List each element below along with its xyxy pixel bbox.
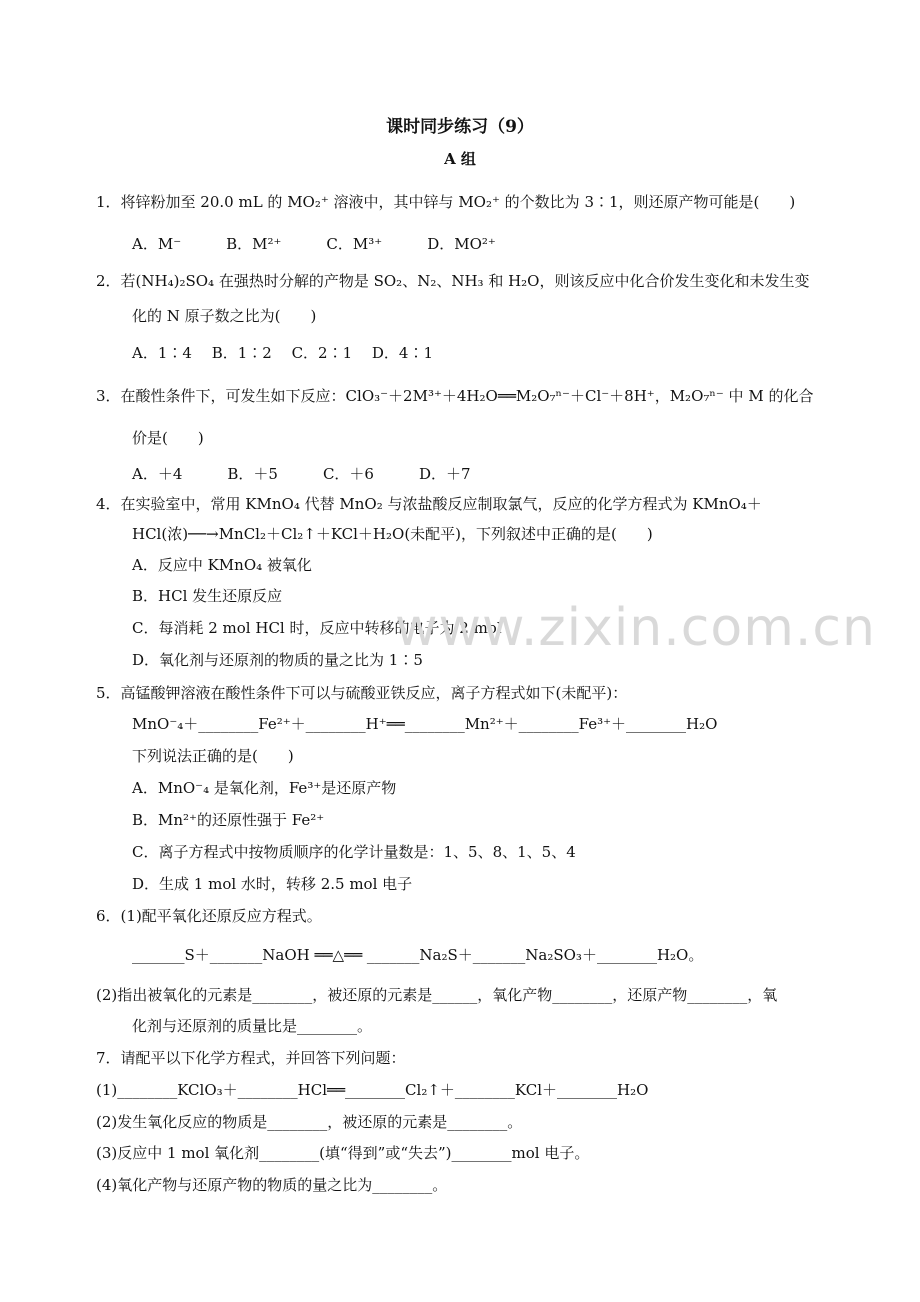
question-7-part-2: (2)发生氧化反应的物质是________，被还原的元素是________。 [96, 1113, 523, 1131]
question-7-part-1: (1)________KClO₃＋________HCl══________Cl₂↑＋________KCl＋________H₂O [96, 1081, 649, 1099]
question-2-options: A．1∶4 B．1∶2 C．2∶1 D．4∶1 [132, 344, 434, 362]
question-6-equation: _______S＋_______NaOH ══△══ _______Na₂S＋_______Na₂SO₃＋________H₂O。 [132, 946, 704, 964]
question-4-option-d: D．氧化剂与还原剂的物质的量之比为 1∶5 [132, 651, 423, 669]
question-6-part-2: (2)指出被氧化的元素是________，被还原的元素是______，氧化产物________，还原产物________，氧 [96, 986, 778, 1004]
watermark: www.zixin.com.cn [395, 598, 876, 658]
question-6: 6．(1)配平氧化还原反应方程式。 [96, 907, 322, 925]
question-4: 4．在实验室中，常用 KMnO₄ 代替 MnO₂ 与浓盐酸反应制取氯气，反应的化学方程式为 KMnO₄＋ [96, 495, 762, 513]
question-2-cont: 化的 N 原子数之比为( ) [132, 307, 317, 325]
question-4-cont: HCl(浓)──→MnCl₂＋Cl₂↑＋KCl＋H₂O(未配平)，下列叙述中正确的是( ) [132, 525, 653, 543]
question-3-options: A．＋4 B．＋5 C．＋6 D．＋7 [132, 465, 471, 483]
question-5-option-d: D．生成 1 mol 水时，转移 2.5 mol 电子 [132, 875, 413, 893]
question-4-option-a: A．反应中 KMnO₄ 被氧化 [132, 556, 312, 574]
question-5-prompt: 下列说法正确的是( ) [132, 747, 294, 765]
question-3: 3．在酸性条件下，可发生如下反应：ClO₃⁻＋2M³⁺＋4H₂O══M₂O₇ⁿ⁻＋Cl⁻＋8H⁺，M₂O₇ⁿ⁻ 中 M 的化合 [96, 387, 814, 405]
question-5-option-c: C．离子方程式中按物质顺序的化学计量数是：1、5、8、1、5、4 [132, 843, 576, 861]
page-title: 课时同步练习（9） [386, 117, 534, 137]
question-5-option-a: A．MnO⁻₄ 是氧化剂，Fe³⁺是还原产物 [132, 779, 397, 797]
question-5: 5．高锰酸钾溶液在酸性条件下可以与硫酸亚铁反应，离子方程式如下(未配平)： [96, 684, 628, 702]
question-7-part-4: (4)氧化产物与还原产物的物质的量之比为________。 [96, 1176, 448, 1194]
question-5-equation: MnO⁻₄＋________Fe²⁺＋________H⁺══________Mn²⁺＋________Fe³⁺＋________H₂O [132, 715, 718, 733]
question-2: 2．若(NH₄)₂SO₄ 在强热时分解的产物是 SO₂、N₂、NH₃ 和 H₂O，则该反应中化合价发生变化和未发生变 [96, 272, 810, 290]
question-3-cont: 价是( ) [132, 429, 204, 447]
question-6-part-2-cont: 化剂与还原剂的质量比是________。 [132, 1017, 373, 1035]
question-1: 1．将锌粉加至 20.0 mL 的 MO₂⁺ 溶液中，其中锌与 MO₂⁺ 的个数比为 3∶1，则还原产物可能是( ) [96, 193, 796, 211]
question-7-part-3: (3)反应中 1 mol 氧化剂________(填“得到”或“失去”)________mol 电子。 [96, 1144, 590, 1162]
group-heading: A 组 [444, 150, 476, 168]
question-1-options: A．M⁻ B．M²⁺ C．M³⁺ D．MO²⁺ [132, 235, 496, 253]
question-4-option-b: B．HCl 发生还原反应 [132, 587, 283, 605]
question-7: 7．请配平以下化学方程式，并回答下列问题： [96, 1049, 406, 1067]
question-5-option-b: B．Mn²⁺的还原性强于 Fe²⁺ [132, 811, 325, 829]
question-4-option-c: C．每消耗 2 mol HCl 时，反应中转移的电子为 2 mol [132, 619, 502, 637]
